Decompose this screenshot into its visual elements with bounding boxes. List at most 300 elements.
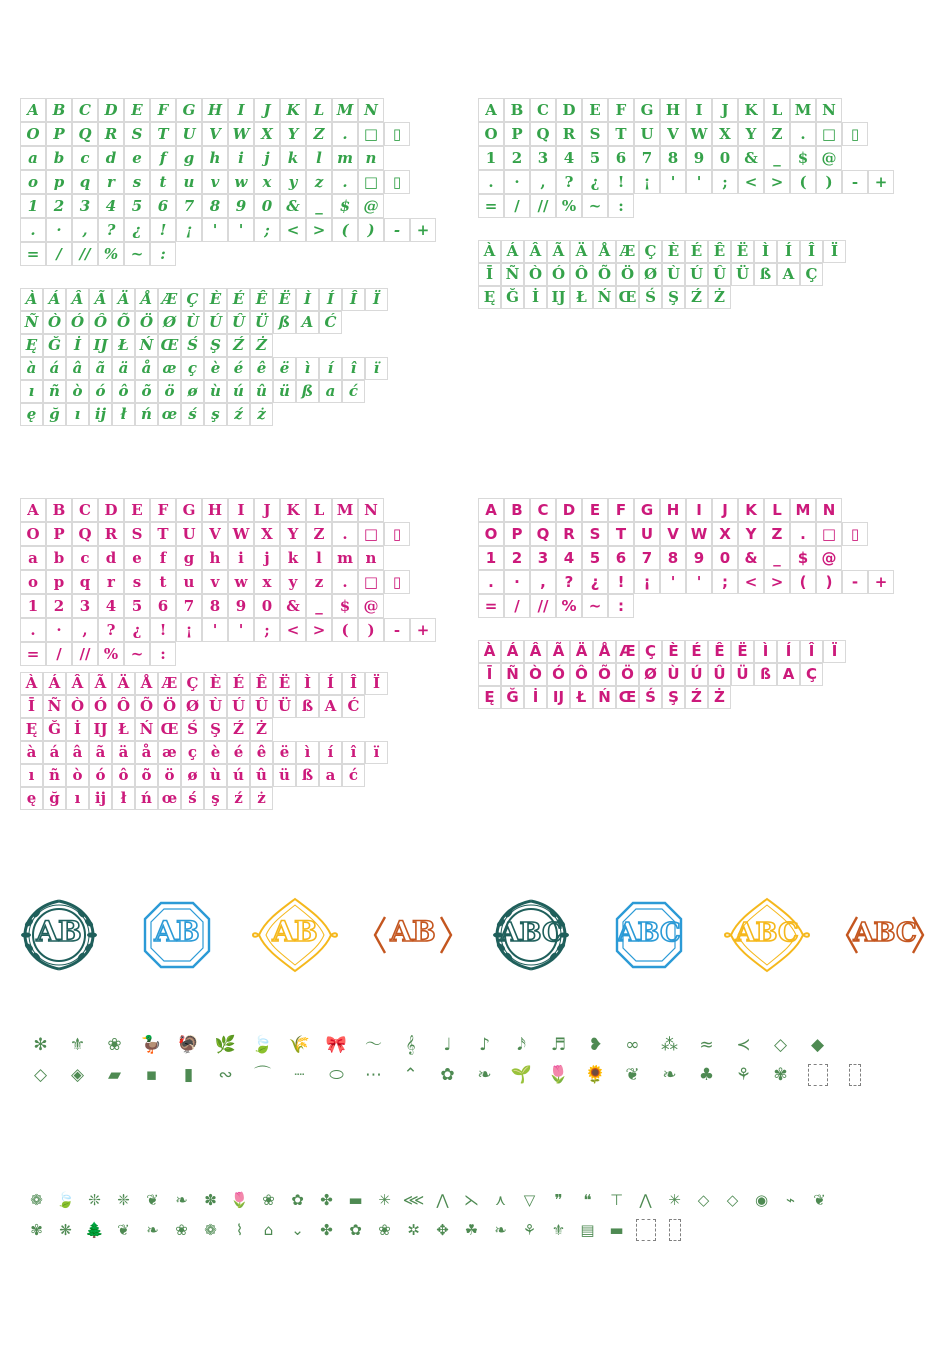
glyph-cell: V [202, 522, 228, 546]
ornament-glyph: 𝄞 [405, 1034, 416, 1055]
glyph-cell: ( [332, 618, 358, 642]
ornament-glyph: ✤ [320, 1220, 333, 1239]
glyph-cell: b [46, 146, 72, 170]
glyph-cell: / [46, 642, 72, 666]
glyph-cell: Ī [20, 695, 43, 718]
glyph-cell: 7 [634, 546, 660, 570]
glyph-cell: œ [158, 787, 181, 810]
glyph-cell: Ñ [43, 695, 66, 718]
glyph-cell: ¿ [582, 570, 608, 594]
glyph-cell: z [306, 170, 332, 194]
glyph-cell: À [20, 288, 43, 311]
glyph-cell: Ń [593, 286, 616, 309]
ornament-glyph: ✳ [378, 1190, 391, 1209]
glyph-cell: B [46, 498, 72, 522]
monogram-mark [127, 885, 227, 985]
glyph-cell: i [228, 546, 254, 570]
glyph-cell: œ [158, 403, 181, 426]
glyph-row [20, 288, 388, 311]
glyph-cell: _ [306, 194, 332, 218]
glyph-cell: P [504, 122, 530, 146]
glyph-cell: Ë [731, 640, 754, 663]
glyph-cell: ı [66, 403, 89, 426]
glyph-cell: Ì [754, 240, 777, 263]
glyph-row [20, 170, 436, 194]
glyph-cell: □ [358, 570, 384, 594]
glyph-cell: Ì [296, 288, 319, 311]
glyph-cell: Z [764, 522, 790, 546]
glyph-row [20, 642, 436, 666]
glyph-cell: □ [358, 522, 384, 546]
glyph-cell: - [842, 170, 868, 194]
glyph-cell: Ł [112, 718, 135, 741]
glyph-cell: ? [556, 570, 582, 594]
glyph-cell: · [46, 218, 72, 242]
ornament-glyph: ♩ [443, 1034, 452, 1055]
glyph-cell: + [868, 170, 894, 194]
glyph-cell: ( [332, 218, 358, 242]
glyph-cell: ë [273, 741, 296, 764]
glyph-cell: F [608, 98, 634, 122]
glyph-cell: V [660, 122, 686, 146]
glyph-cell: 2 [504, 146, 530, 170]
ornament-glyph: ▰ [107, 1064, 122, 1085]
glyph-cell: m [332, 146, 358, 170]
glyph-cell: ¡ [176, 218, 202, 242]
glyph-row [20, 146, 436, 170]
glyph-cell: â [66, 741, 89, 764]
glyph-row [20, 546, 436, 570]
glyph-cell: Ä [570, 240, 593, 263]
ornament-glyph: ∾ [218, 1064, 233, 1085]
glyph-cell: ) [816, 570, 842, 594]
glyph-cell: ź [227, 787, 250, 810]
glyph-cell: 5 [124, 594, 150, 618]
glyph-cell: Û [227, 311, 250, 334]
glyph-cell: // [72, 242, 98, 266]
ornament-glyph: 🌿 [214, 1034, 237, 1055]
ornament-glyph: ▤ [580, 1220, 595, 1239]
glyph-cell: ł [112, 787, 135, 810]
ornament-glyph: ⋯ [365, 1064, 382, 1085]
glyph-cell: / [46, 242, 72, 266]
glyph-cell: 8 [660, 146, 686, 170]
glyph-cell: $ [790, 546, 816, 570]
glyph-cell: g [176, 546, 202, 570]
glyph-cell: í [319, 357, 342, 380]
glyph-cell: ' [660, 170, 686, 194]
ornament-glyph: 🌷 [230, 1190, 249, 1209]
glyph-cell: T [608, 122, 634, 146]
glyph-cell: r [98, 170, 124, 194]
glyph-cell: Y [738, 522, 764, 546]
ornament-glyph: ♬ [550, 1034, 567, 1055]
glyph-cell: Ê [250, 672, 273, 695]
glyph-cell: Û [708, 263, 731, 286]
ornament-glyph: 🎀 [325, 1034, 348, 1055]
glyph-cell: Ę [20, 334, 43, 357]
glyph-cell: v [202, 170, 228, 194]
glyph-cell: Q [72, 522, 98, 546]
glyph-cell: İ [524, 686, 547, 709]
glyph-cell: . [332, 570, 358, 594]
glyph-cell: D [98, 498, 124, 522]
glyph-cell: □ [816, 522, 842, 546]
glyph-cell: _ [764, 146, 790, 170]
glyph-cell: Ś [639, 686, 662, 709]
glyph-cell: Á [43, 672, 66, 695]
glyph-cell: @ [816, 546, 842, 570]
glyph-cell: Ë [273, 672, 296, 695]
glyph-cell: ) [358, 218, 384, 242]
glyph-row [20, 741, 388, 764]
glyph-cell: Í [319, 288, 342, 311]
glyph-cell: , [72, 218, 98, 242]
monogram-laurel-wreath-three-letter [472, 890, 590, 980]
glyph-cell: L [306, 498, 332, 522]
glyph-cell: X [712, 122, 738, 146]
glyph-cell: G [634, 498, 660, 522]
ornament-glyph: ◇ [773, 1034, 788, 1055]
glyph-cell: J [712, 98, 738, 122]
ornament-glyph: ⚘ [735, 1064, 752, 1085]
glyph-cell: Û [708, 663, 731, 686]
ornament-glyph: ⊤ [609, 1190, 624, 1209]
glyph-cell: È [204, 672, 227, 695]
monogram-octagon-two-letter [118, 890, 236, 980]
glyph-cell: & [738, 546, 764, 570]
glyph-cell: ø [181, 764, 204, 787]
ornament-glyph: ❝ [583, 1190, 592, 1209]
glyph-cell: + [410, 618, 436, 642]
glyph-cell: 8 [202, 594, 228, 618]
glyph-cell: > [306, 618, 332, 642]
glyph-cell: % [98, 242, 124, 266]
glyph-cell: ' [228, 218, 254, 242]
glyph-cell: I [686, 98, 712, 122]
glyph-cell: ¿ [582, 170, 608, 194]
glyph-cell: e [124, 546, 150, 570]
glyph-cell: o [20, 570, 46, 594]
glyph-cell: È [662, 640, 685, 663]
glyph-cell: î [342, 741, 365, 764]
ornament-glyph: ⚜ [69, 1034, 86, 1055]
glyph-cell: ć [342, 380, 365, 403]
glyph-cell: ò [66, 380, 89, 403]
ornament-glyph: ⬭ [329, 1064, 344, 1085]
ornament-glyph: ⌄ [291, 1220, 304, 1239]
glyph-cell: $ [332, 194, 358, 218]
ornament-glyph: ▬ [348, 1190, 363, 1209]
glyph-cell: < [280, 218, 306, 242]
ornament-glyph: ⌁ [785, 1190, 796, 1209]
glyph-cell: U [176, 522, 202, 546]
glyph-cell: ń [135, 787, 158, 810]
glyph-cell: Ñ [501, 663, 524, 686]
glyph-cell: < [738, 170, 764, 194]
glyph-cell: Ú [685, 663, 708, 686]
glyph-cell: Ş [662, 286, 685, 309]
ornament-glyph: ◆ [810, 1034, 825, 1055]
glyph-cell: // [530, 194, 556, 218]
ornament-glyph: ❥ [588, 1034, 603, 1055]
ornament-glyph: ❀ [175, 1220, 188, 1239]
glyph-cell: Ż [708, 286, 731, 309]
glyph-cell: 4 [556, 546, 582, 570]
ornament-glyph: ❀ [107, 1034, 122, 1055]
glyph-cell: Ì [296, 672, 319, 695]
glyph-cell: IJ [547, 286, 570, 309]
glyph-cell: Ã [89, 288, 112, 311]
glyph-cell: - [384, 618, 410, 642]
glyph-cell: H [202, 98, 228, 122]
glyph-cell: % [98, 642, 124, 666]
glyph-cell: Ğ [43, 718, 66, 741]
glyph-cell: ▯ [384, 522, 410, 546]
glyph-cell: n [358, 146, 384, 170]
glyph-cell: □ [816, 122, 842, 146]
glyph-row [478, 686, 846, 709]
glyph-cell: , [530, 170, 556, 194]
glyph-cell: Ê [708, 240, 731, 263]
glyph-cell: Æ [616, 640, 639, 663]
glyph-cell: s [124, 170, 150, 194]
glyph-cell: ; [712, 170, 738, 194]
glyph-cell: M [332, 98, 358, 122]
glyph-cell: õ [135, 380, 158, 403]
ornament-glyph: ❧ [494, 1220, 507, 1239]
ornament-glyph: ⚘ [522, 1220, 537, 1239]
glyph-cell: H [660, 498, 686, 522]
placeholder-box [636, 1219, 656, 1241]
glyph-cell: 5 [582, 546, 608, 570]
glyph-cell: 6 [608, 146, 634, 170]
ornament-glyph: ✿ [291, 1190, 304, 1209]
glyph-cell: = [478, 194, 504, 218]
glyph-cell: N [816, 498, 842, 522]
glyph-cell: Ö [158, 695, 181, 718]
glyph-cell: Õ [112, 311, 135, 334]
glyph-cell: O [20, 122, 46, 146]
glyph-cell: ç [181, 357, 204, 380]
glyph-cell: Ź [227, 334, 250, 357]
glyph-cell: . [790, 122, 816, 146]
glyph-cell: ! [608, 170, 634, 194]
glyph-cell: U [634, 122, 660, 146]
glyph-cell: ć [342, 764, 365, 787]
glyph-cell: x [254, 570, 280, 594]
glyph-cell: ~ [124, 642, 150, 666]
glyph-cell: : [150, 642, 176, 666]
glyph-cell: Ï [365, 672, 388, 695]
glyph-cell: 9 [686, 146, 712, 170]
glyph-cell: b [46, 546, 72, 570]
glyph-cell: û [250, 764, 273, 787]
glyph-cell: ß [296, 764, 319, 787]
glyph-cell: Ş [662, 686, 685, 709]
ornament-glyph: ✾ [30, 1220, 43, 1239]
glyph-cell: 2 [46, 194, 72, 218]
svg-text:ABC: ABC [499, 918, 563, 948]
glyph-cell: K [738, 498, 764, 522]
glyph-row [20, 218, 436, 242]
glyph-cell: F [150, 98, 176, 122]
glyph-cell: ş [204, 403, 227, 426]
glyph-cell: ~ [582, 594, 608, 618]
glyph-cell: Z [764, 122, 790, 146]
glyph-cell: X [254, 122, 280, 146]
glyph-cell: Q [72, 122, 98, 146]
glyph-cell: Ã [547, 240, 570, 263]
glyph-cell: Û [250, 695, 273, 718]
glyph-cell: Ô [112, 695, 135, 718]
glyph-cell: Ó [547, 263, 570, 286]
glyph-cell: Ć [342, 695, 365, 718]
ornament-glyph: ⋀ [639, 1190, 652, 1209]
glyph-cell: 0 [712, 546, 738, 570]
glyph-row [478, 170, 894, 194]
glyph-cell: Ü [273, 695, 296, 718]
glyph-cell: = [20, 242, 46, 266]
glyph-cell: 4 [98, 194, 124, 218]
glyph-cell: M [790, 498, 816, 522]
ornament-glyph: ◇ [726, 1190, 739, 1209]
glyph-cell: ğ [43, 787, 66, 810]
glyph-cell: IJ [547, 686, 570, 709]
placeholder-box [808, 1064, 828, 1086]
glyph-cell: C [530, 98, 556, 122]
glyph-cell: l [306, 546, 332, 570]
ornament-row [22, 1060, 873, 1090]
glyph-cell: D [556, 498, 582, 522]
glyph-cell: ' [228, 618, 254, 642]
ornament-glyph: ◇ [697, 1190, 710, 1209]
glyph-cell: ~ [582, 194, 608, 218]
glyph-cell: ß [296, 695, 319, 718]
ornament-glyph: ❁ [204, 1220, 217, 1239]
glyph-cell: · [504, 570, 530, 594]
svg-text:AB: AB [272, 915, 318, 948]
glyph-cell: & [738, 146, 764, 170]
glyph-cell: ù [204, 764, 227, 787]
glyph-cell: n [358, 546, 384, 570]
glyph-cell: ü [273, 764, 296, 787]
glyph-cell: u [176, 170, 202, 194]
glyph-cell: j [254, 546, 280, 570]
glyph-cell: G [176, 498, 202, 522]
glyph-cell: Ę [20, 718, 43, 741]
glyph-cell: Â [66, 288, 89, 311]
glyph-cell: 8 [202, 194, 228, 218]
glyph-cell: E [582, 498, 608, 522]
glyph-cell: ¡ [634, 570, 660, 594]
glyph-cell: a [319, 380, 342, 403]
glyph-cell: v [202, 570, 228, 594]
glyph-cell: L [764, 498, 790, 522]
glyph-cell: + [410, 218, 436, 242]
glyph-row [478, 98, 894, 122]
glyph-row [20, 498, 436, 522]
glyph-cell: 1 [20, 594, 46, 618]
glyph-cell: A [478, 98, 504, 122]
glyph-cell: Â [524, 240, 547, 263]
glyph-cell: w [228, 170, 254, 194]
ornament-glyph: ❊ [88, 1190, 101, 1209]
glyph-cell: Ü [731, 263, 754, 286]
glyph-cell: Ç [639, 640, 662, 663]
ornament-glyph: ❧ [146, 1220, 159, 1239]
glyph-cell: Ç [800, 263, 823, 286]
glyph-cell: 3 [530, 546, 556, 570]
glyph-cell: : [608, 594, 634, 618]
glyph-cell: A [478, 498, 504, 522]
glyph-cell: $ [332, 594, 358, 618]
glyph-cell: Ī [478, 263, 501, 286]
glyph-cell: ¿ [124, 218, 150, 242]
glyph-cell: ú [227, 380, 250, 403]
glyph-cell: Ö [616, 663, 639, 686]
ornament-glyph: ✥ [436, 1220, 449, 1239]
ornament-glyph: ⋀ [436, 1190, 449, 1209]
glyph-cell: ▯ [384, 170, 410, 194]
svg-text:ABC: ABC [735, 918, 799, 948]
glyph-row [20, 718, 388, 741]
glyph-cell: > [306, 218, 332, 242]
glyph-block-green-upright [478, 98, 894, 218]
glyph-cell: □ [358, 122, 384, 146]
ornament-block-ornaments-upper [22, 1030, 873, 1090]
glyph-cell: È [204, 288, 227, 311]
glyph-cell: Ñ [20, 311, 43, 334]
glyph-cell: ò [66, 764, 89, 787]
glyph-row [478, 122, 894, 146]
glyph-cell: Î [800, 640, 823, 663]
glyph-cell: 7 [176, 194, 202, 218]
glyph-cell: ê [250, 357, 273, 380]
glyph-cell: @ [358, 194, 384, 218]
glyph-cell: Ô [570, 663, 593, 686]
glyph-row [20, 672, 388, 695]
glyph-cell: = [20, 642, 46, 666]
glyph-row [20, 334, 388, 357]
glyph-cell: · [504, 170, 530, 194]
glyph-cell: ó [89, 764, 112, 787]
glyph-cell: 7 [176, 594, 202, 618]
glyph-cell: E [124, 98, 150, 122]
ornament-glyph: ▪ [145, 1064, 158, 1085]
glyph-cell: Ù [662, 263, 685, 286]
monogram-mark [835, 885, 935, 985]
glyph-cell: . [332, 522, 358, 546]
glyph-row [478, 194, 894, 218]
glyph-cell: ł [112, 403, 135, 426]
glyph-cell: Á [43, 288, 66, 311]
glyph-cell: ô [112, 764, 135, 787]
glyph-cell: 8 [660, 546, 686, 570]
glyph-cell: ' [202, 218, 228, 242]
glyph-row [478, 663, 846, 686]
ornament-glyph: ✲ [407, 1220, 420, 1239]
glyph-cell: È [662, 240, 685, 263]
ornament-block-ornaments-lower [22, 1185, 834, 1245]
glyph-cell: Y [280, 522, 306, 546]
glyph-cell: R [556, 122, 582, 146]
glyph-cell: à [20, 741, 43, 764]
glyph-cell: K [738, 98, 764, 122]
glyph-cell: Ì [754, 640, 777, 663]
glyph-cell: Œ [616, 286, 639, 309]
glyph-cell: Ń [135, 334, 158, 357]
